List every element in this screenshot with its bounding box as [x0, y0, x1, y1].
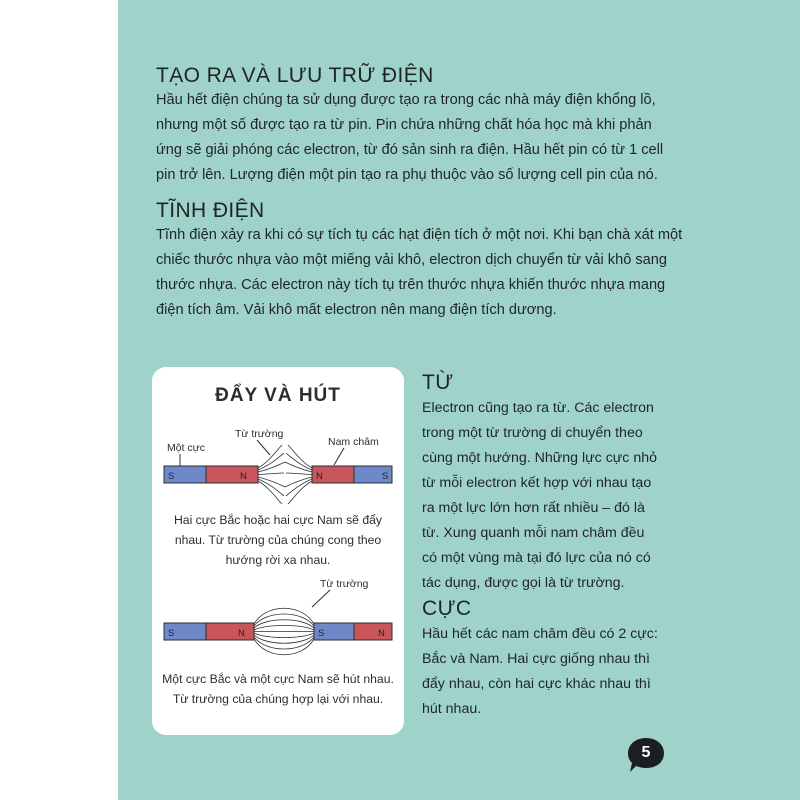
text-line: cùng một hướng. Những lực cực nhỏ [422, 450, 657, 466]
text-line: đẩy nhau, còn hai cực khác nhau thì [422, 676, 651, 692]
caption-line: Từ trường của chúng hợp lại với nhau. [172, 692, 384, 706]
pole-n-label: N [378, 628, 385, 639]
text-line: hút nhau. [422, 701, 482, 717]
text-line: từ. Xung quanh mỗi nam châm đều [422, 525, 645, 541]
caption-line: hướng rời xa nhau. [225, 553, 331, 567]
text-line: Tĩnh điện xảy ra khi có sự tích tụ các hạt điện tích ở một nơi. Khi bạn chà xát một [156, 227, 683, 243]
text-line: nhưng một số được tạo ra từ pin. Pin chứa những chất hóa học mà khi phản [156, 117, 652, 133]
pole-s-label: S [382, 471, 389, 482]
repelling-field-lines [258, 445, 312, 504]
label-magnetic-field: Từ trường [320, 578, 369, 590]
repulsion-caption [152, 510, 404, 570]
label-one-pole: Một cực [167, 442, 205, 454]
card-title: ĐẨY VÀ HÚT [215, 385, 341, 406]
pointer-line [312, 590, 330, 607]
attraction-caption [152, 669, 404, 709]
label-magnet: Nam châm [328, 436, 379, 448]
pointer-line [334, 448, 344, 465]
text-line: có một vùng mà tại đó lực của nó có [422, 550, 651, 566]
label-magnetic-field: Từ trường [235, 428, 284, 440]
text-line: Bắc và Nam. Hai cực giống nhau thì [422, 651, 650, 667]
pole-n-label: N [238, 628, 245, 639]
pole-s-label: S [168, 628, 175, 639]
heading-generate-store-electricity: TẠO RA VÀ LƯU TRỮ ĐIỆN [156, 64, 434, 87]
paragraph-static-electricity [156, 223, 682, 323]
magnet-north-pole [354, 623, 392, 640]
paragraph-magnetism [422, 396, 657, 596]
text-line: pin trở lên. Lượng điện một pin tạo ra phụ thuộc vào số lượng cell pin của nó. [156, 167, 658, 183]
pole-n-label: N [316, 471, 323, 482]
caption-line: nhau. Từ trường của chúng cong theo [174, 533, 382, 547]
heading-static-electricity: TĨNH ĐIỆN [156, 199, 265, 222]
paragraph-generate-store-electricity [156, 88, 663, 188]
pole-s-label: S [318, 628, 325, 639]
repulsion-diagram [164, 428, 392, 504]
pole-s-label: S [168, 471, 175, 482]
text-line: thước nhựa. Các electron này tích tụ trên thước nhựa khiến thước nhựa mang [156, 277, 666, 293]
pole-n-label: N [240, 471, 247, 482]
caption-line: Hai cực Bắc hoặc hai cực Nam sẽ đẩy [173, 513, 382, 527]
text-line: ứng sẽ giải phóng các electron, từ đó sản sinh ra điện. Hầu hết pin có từ 1 cell [156, 142, 664, 158]
magnet-north-pole [206, 466, 258, 483]
paragraph-poles [422, 622, 658, 722]
text-line: tác dụng, được gọi là từ trường. [422, 575, 625, 591]
attracting-field-lines [254, 608, 314, 655]
text-line: điện tích âm. Vải khô mất electron nên mang điện tích dương. [156, 302, 557, 318]
text-line: từ mỗi electron kết hợp với nhau tạo [422, 475, 652, 491]
pointer-line [257, 440, 270, 455]
attraction-diagram [164, 578, 392, 655]
heading-magnetism: TỪ [422, 371, 454, 394]
caption-line: Một cực Bắc và một cực Nam sẽ hút nhau. [162, 672, 394, 686]
magnet-north-pole [206, 623, 254, 640]
page-number: 5 [641, 744, 651, 761]
text-line: Hầu hết các nam châm đều có 2 cực: [422, 626, 658, 642]
text-line: chiếc thước nhựa vào một miếng vải khô, electron dịch chuyển từ vải khô sang [156, 252, 668, 268]
heading-poles: CỰC [422, 597, 472, 620]
text-line: trong một từ trường di chuyển theo [422, 425, 643, 441]
text-line: Hầu hết điện chúng ta sử dụng được tạo ra trong các nhà máy điện khổng lồ, [156, 92, 656, 108]
text-line: Electron cũng tạo ra từ. Các electron [422, 400, 654, 416]
push-pull-card [152, 367, 404, 735]
text-line: ra một lực lớn hơn rất nhiều – đó là [422, 500, 645, 516]
